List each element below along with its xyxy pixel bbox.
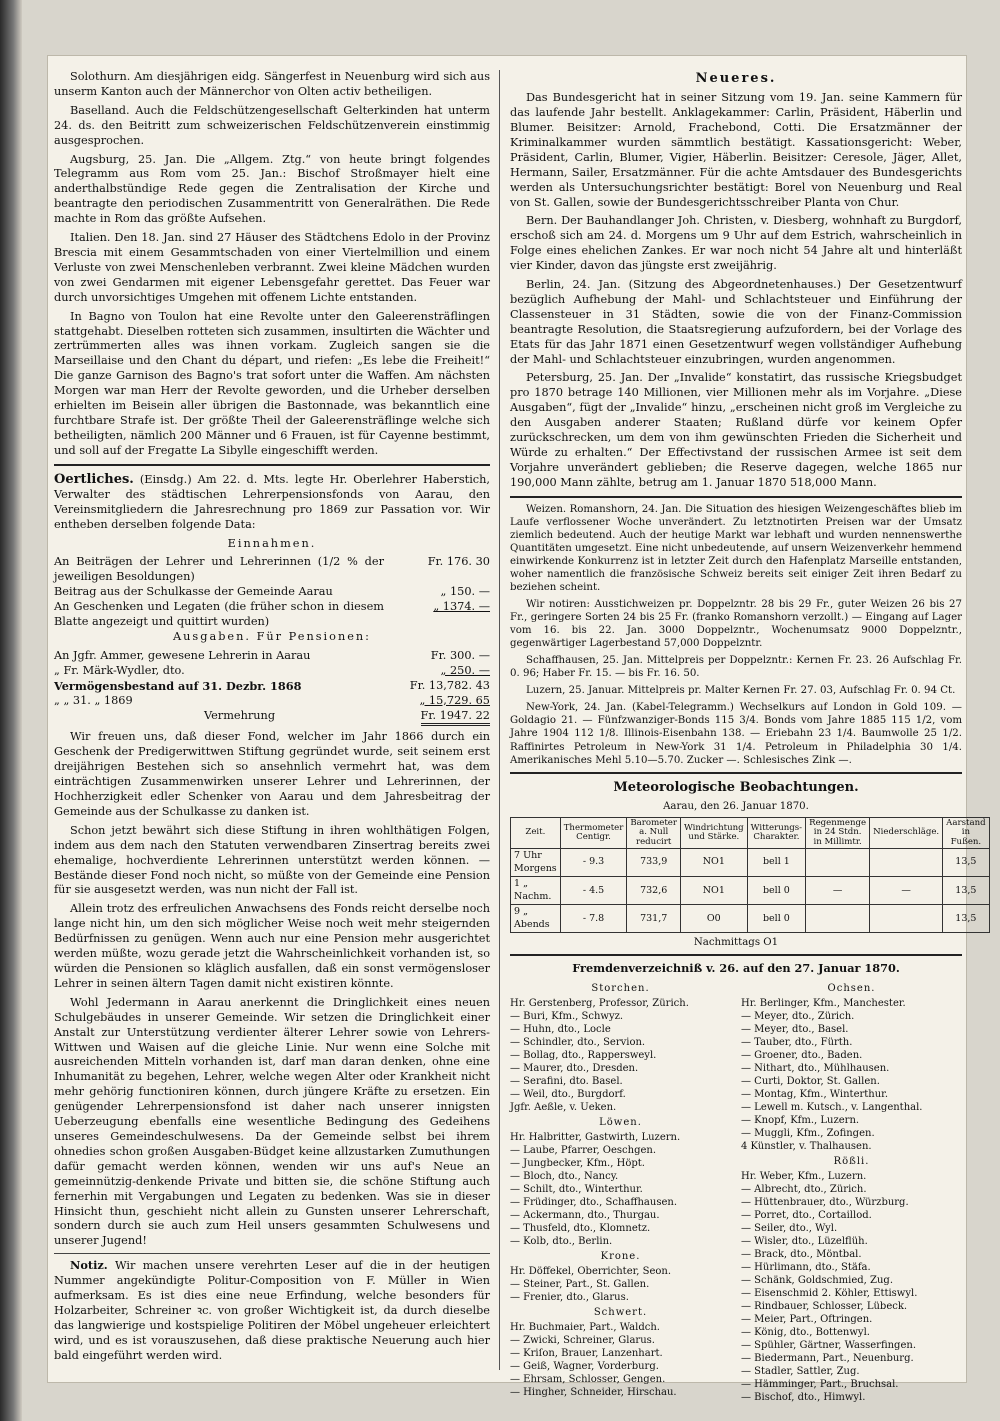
- guest-entry: — Ehrsam, Schlosser, Gengen.: [510, 1374, 666, 1386]
- meteo-subtitle: Aarau, den 26. Januar 1870.: [663, 800, 809, 812]
- section-divider: [510, 954, 962, 956]
- notiren-item: Wir notiren: Ausstichweizen pr. Doppelzntr. 28 bis 29 Fr., guter Weizen 26 bis 27 Fr., geringere Sorten 24 bis 25 Fr. (franko Romanshorn verzollt.) — Eingang auf Lager vom 16. bis 22. Jan. 3000 Doppelzntr., Wochenumsatz 9000 Doppelzntr., gegenwärtiger Lagerbestand 57,000 Doppelzntr.: [510, 599, 962, 650]
- guest-entry: — Weil, dto., Burgdorf.: [510, 1089, 626, 1101]
- guest-entry: — Hürlimann, dto., Stäfa.: [741, 1262, 871, 1274]
- schwert-list: [510, 1321, 731, 1399]
- guest-entry: — Hingher, Schneider, Hirschau.: [510, 1387, 677, 1399]
- guest-entry: — Spühler, Gärtner, Wasserfingen.: [741, 1340, 916, 1352]
- oertliches-heading: Oertliches.: [54, 471, 134, 487]
- guest-entry: — Kolb, dto., Berlin.: [510, 1236, 613, 1248]
- ledger-value: Fr. 176. 30: [427, 555, 490, 569]
- meteo-cell: NO1: [680, 849, 747, 877]
- storchen-list: [510, 997, 731, 1114]
- newspaper-page: [48, 56, 986, 1404]
- guest-entry: — Bollag, dto., Rappersweyl.: [510, 1050, 657, 1062]
- meteo-cell: 13,5: [943, 877, 989, 905]
- guest-entry: — Curti, Doktor, St. Gallen.: [741, 1076, 880, 1088]
- meteo-cell: bell 1: [747, 849, 805, 877]
- weizen-item: Weizen. Romanshorn, 24. Jan. Die Situation des hiesigen Weizengeschäftes blieb im Laufe verflossener Woche unverändert. Zu letztnotirten Preisen war der Umsatz ziemlich bedeutend. Auch der heutige Markt war lebhaft und wurden nennenswerthe Quantitäten umgesetzt. Eine nicht unbedeutende, auf unsern Weizenverkehr hemmend einwirkende Konkurrenz ist in letzter Zeit durch den Hafenplatz Marseille entstanden, woher namentlich die französische Schweiz bereits seit einiger Zeit ihren Bedarf zu beziehen scheint.: [510, 503, 962, 593]
- ledger-row: [54, 555, 490, 585]
- meteo-cell: 732,6: [627, 877, 681, 905]
- inn-heading: Löwen.: [599, 1117, 642, 1129]
- guest-entry: — Steiner, Part., St. Gallen.: [510, 1279, 650, 1291]
- section-divider: [510, 496, 962, 498]
- ochsen-list: [741, 997, 962, 1153]
- fond-paragraph: Schon jetzt bewährt sich diese Stiftung in ihren wohlthätigen Folgen, indem aus dem nach den Statuten verwendbaren Zinsertrag bereits zwei ehemalige, hochverdiente Lehrerinnen unterstützt werden können. — Bestände dieser Fond noch nicht, so müßte von der Gemeinde eine Pension für sie ausgesetzt werden, was nun nicht der Fall ist.: [54, 823, 490, 897]
- guest-entry: — Schindler, dto., Servion.: [510, 1037, 646, 1049]
- meteo-cell: —: [870, 877, 943, 905]
- ledger-value: „ 1374. —: [433, 600, 490, 614]
- guest-entry: — Meyer, dto., Basel.: [741, 1024, 849, 1036]
- oertliches-text: (Einsdg.) Am 22. d. Mts. legte Hr. Oberlehrer Haberstich, Verwalter des städtischen Lehrerpensionsfonds von Aarau, den Vereinsmitgliedern die Jahresrechnung pro 1869 zur Passation vor. Wir entheben derselben folgende Data:: [54, 472, 491, 531]
- notiz-heading: Notiz.: [70, 1258, 108, 1273]
- guest-entry: — Hüttenbrauer, dto., Würzburg.: [741, 1197, 909, 1209]
- ledger-label: Beitrag aus der Schulkasse der Gemeinde Aarau: [54, 585, 333, 599]
- meteo-row: [511, 877, 990, 905]
- guest-entry: — Knopf, Kfm., Luzern.: [741, 1115, 860, 1127]
- guest-entry: — Ackermann, dto., Thurgau.: [510, 1210, 660, 1222]
- guest-entry: — Bloch, dto., Nancy.: [510, 1171, 619, 1183]
- guest-entry: Hr. Buchmaier, Part., Waldch.: [510, 1322, 660, 1334]
- meteo-cell: 731,7: [627, 905, 681, 933]
- inn-heading: Rößli.: [833, 1156, 870, 1168]
- oertliches-item: [54, 471, 490, 533]
- guest-entry: — Früdinger, dto., Schaffhausen.: [510, 1197, 678, 1209]
- fremden-heading: Fremdenverzeichniß v. 26. auf den 27. Januar 1870.: [572, 961, 900, 976]
- guest-entry: — Jungbecker, Kfm., Höpt.: [510, 1158, 645, 1170]
- guest-entry: — Wisler, dto., Lüzelflüh.: [741, 1236, 868, 1248]
- guest-entry: — Biedermann, Part., Neuenburg.: [741, 1353, 914, 1365]
- meteo-cell: [870, 905, 943, 933]
- meteo-header-cell: Zeit.: [511, 817, 561, 848]
- meteo-cell: 13,5: [943, 905, 989, 933]
- guest-entry: — Lewell m. Kutsch., v. Langenthal.: [741, 1102, 923, 1114]
- guest-entry: — Zwicki, Schreiner, Glarus.: [510, 1335, 655, 1347]
- ledger-label: An Jgfr. Ammer, gewesene Lehrerin in Aarau: [54, 648, 311, 662]
- meteo-cell: [806, 905, 870, 933]
- guest-entry: — Maurer, dto., Dresden.: [510, 1063, 639, 1075]
- guest-entry: — Buri, Kfm., Schwyz.: [510, 1011, 624, 1023]
- book-gutter: [0, 0, 22, 1421]
- section-divider: [54, 464, 490, 466]
- meteo-cell: [870, 849, 943, 877]
- ledger-row: [54, 679, 490, 694]
- ledger-label: Vermögensbestand auf 31. Dezbr. 1868: [54, 678, 302, 693]
- guest-entry: — Bischof, dto., Himwyl.: [741, 1392, 866, 1404]
- meteo-cell: 13,5: [943, 849, 989, 877]
- guest-entry: — Stadler, Sattler, Zug.: [741, 1366, 860, 1378]
- guest-entry: 4 Künstler, v. Thalhausen.: [741, 1141, 872, 1153]
- meteo-header-cell: Barometer a. Null reducirt: [627, 817, 681, 848]
- neueres-heading: Neueres.: [695, 71, 777, 86]
- meteo-cell: NO1: [680, 877, 747, 905]
- italien-item: Italien. Den 18. Jan. sind 27 Häuser des Städtchens Edolo in der Provinz Brescia mit einem Gesammtschaden von einer Viertelmillion und einem Verluste von zwei Menschenleben verbrannt. Zwei kleine Mädchen wurden von zwei Gendarmen mit eigener Lebensgefahr gerettet. Das Feuer war durch unvorsichtiges Umgehen mit offenem Lichte entstanden.: [54, 231, 490, 304]
- ledger-value: Fr. 13,782. 43: [409, 678, 490, 692]
- meteo-table: [510, 817, 990, 934]
- ledger-label: Vermehrung: [204, 708, 276, 722]
- inn-heading: Storchen.: [591, 983, 650, 995]
- section-divider: [510, 772, 962, 774]
- meteo-cell: bell 0: [747, 905, 805, 933]
- meteo-cell: 733,9: [627, 849, 681, 877]
- inn-heading: Schwert.: [593, 1307, 648, 1319]
- guest-list-right: [741, 980, 962, 1404]
- guest-entry: — Serafini, dto. Basel.: [510, 1076, 623, 1088]
- guest-entry: — Schilt, dto., Winterthur.: [510, 1184, 643, 1196]
- ledger-row: [54, 585, 490, 600]
- guest-entry: — Thusfeld, dto., Klomnetz.: [510, 1223, 651, 1235]
- guest-entry: Jgfr. Aeßle, v. Ueken.: [510, 1102, 617, 1114]
- meteo-row: [511, 905, 990, 933]
- meteo-cell: - 7.8: [560, 905, 627, 933]
- berlin-item: Berlin, 24. Jan. (Sitzung des Abgeordnetenhauses.) Der Gesetzentwurf bezüglich Aufhebung der Mahl- und Schlachtsteuer und Einführung der Classensteuer in 31 Städten, sowie die von der Finanz-Commission beantragte Resolution, die Staatsregierung aufzufordern, bei der Vorlage des Etats für das Jahr 1871 einen Gesetzentwurf wegen vollständiger Aufhebung der Mahl- und Schlachtsteuer einzubringen, wurden angenommen.: [510, 278, 962, 366]
- meteo-header-cell: Witterungs-Charakter.: [747, 817, 805, 848]
- ledger-value: Fr. 300. —: [430, 648, 490, 662]
- guest-entry: — Eisenschmid 2. Köhler, Ettiswyl.: [741, 1288, 918, 1300]
- ledger-value: Fr. 1947. 22: [421, 709, 491, 727]
- meteo-header-cell: Niederschläge.: [870, 817, 943, 848]
- guest-entry: — Meyer, dto., Zürich.: [741, 1011, 855, 1023]
- ledger-value: „ 150. —: [440, 585, 490, 599]
- notiz-text: Wir machen unsere verehrten Leser auf die in der heutigen Nummer angekündigte Politur-Composition von F. Müller in Wien aufmerksam. Es ist dies eine neue Erfindung, welche besonders für Holzarbeiter, Schreiner ꝛc. von großer Wichtigkeit ist, da durch dieselbe das langwierige und kostspielige Politiren der Möbel ungeheuer erleichtert wird, und es ist vorauszusehen, daß diese praktische Neuerung auch hier bald eingeführt werden wird.: [54, 1259, 490, 1362]
- guest-entry: Hr. Halbritter, Gastwirth, Luzern.: [510, 1132, 681, 1144]
- toulon-item: In Bagno von Toulon hat eine Revolte unter den Galeerensträflingen stattgehabt. Dieselben rotteten sich zusammen, insultirten die Wächter und zertrümmerten alles was ihnen vorkam. Zugleich sangen sie die Marseillaise und den Chant du départ, und riefen: „Es lebe die Freiheit!“ Die ganze Garnison des Bagno's trat sofort unter die Waffen. Am nächsten Morgen war man Herr der Revolte geworden, und die Urheber derselben erhielten im Beisein aller übrigen die Bastonnade, was bekanntlich eine furchtbare Strafe ist. Der größte Theil der Galeerensträflinge welche sich betheiligten, nämlich 200 Männer und 6 Frauen, ist für Cayenne bestimmt, und soll auf der Fregatte La Sibylle eingeschifft werden.: [54, 309, 490, 457]
- meteo-header-cell: Regenmenge in 24 Stdn. in Millimtr.: [806, 817, 870, 848]
- meteo-cell: 7 Uhr Morgens: [511, 849, 561, 877]
- meteo-heading: Meteorologische Beobachtungen.: [613, 779, 859, 795]
- guest-entry: — Geiß, Wagner, Vorderburg.: [510, 1361, 659, 1373]
- meteo-row: [511, 849, 990, 877]
- guest-entry: — Laube, Pfarrer, Oeschgen.: [510, 1145, 657, 1157]
- ausgaben-heading: Ausgaben. Für Pensionen:: [173, 629, 371, 643]
- guest-list-left: [510, 980, 731, 1404]
- guest-entry: — Seiler, dto., Wyl.: [741, 1223, 838, 1235]
- meteo-cell: [806, 849, 870, 877]
- guest-entry: Hr. Gerstenberg, Professor, Zürich.: [510, 998, 689, 1010]
- guest-lists: [510, 980, 962, 1404]
- section-divider: [54, 1253, 490, 1254]
- guest-entry: — Tauber, dto., Fürth.: [741, 1037, 853, 1049]
- guest-entry: — Meier, Part., Oftringen.: [741, 1314, 873, 1326]
- ledger-row: [54, 649, 490, 664]
- meteo-cell: - 9.3: [560, 849, 627, 877]
- ledger-row: [54, 664, 490, 679]
- solothurn-item: Solothurn. Am diesjährigen eidg. Sängerfest in Neuenburg wird sich aus unserm Kanton auch der Männerchor von Olten activ betheiligen.: [54, 70, 490, 98]
- right-column: [510, 70, 986, 1404]
- baselland-item: Baselland. Auch die Feldschützengesellschaft Gelterkinden hat unterm 24. ds. den Beitritt zum schweizerischen Feldschützenverein einstimmig ausgesprochen.: [54, 103, 490, 147]
- ledger-label: An Beiträgen der Lehrer und Lehrerinnen (1/2 % der jeweiligen Besoldungen): [54, 555, 384, 584]
- inn-heading: Ochsen.: [827, 983, 876, 995]
- bundesgericht-item: Das Bundesgericht hat in seiner Sitzung vom 19. Jan. seine Kammern für das laufende Jahr bestellt. Anklagekammer: Carlin, Präsident, Häberlin und Blumer. Beisitzer: Arnold, Frachebond, Cotti. Die Ersatzmänner der Kriminalkammer wurden sämmtlich bestätigt. Kassationsgericht: Weber, Präsident, Carlin, Blumer, Vigier, Häberlin. Beisitzer: Ceresole, Jäger, Allet, Hermann, Sailer, Ersatzmänner. Für die achte Amtsdauer des Bundesgerichts werden als Untersuchungsrichter bestätigt: Borel von Neuenburg und Real von St. Gallen, sowie der Bundesgerichtsschreiber Planta von Chur.: [510, 91, 962, 209]
- ledger-value: „ 15,729. 65: [419, 693, 490, 707]
- guest-entry: — Muggli, Kfm., Zofingen.: [741, 1128, 875, 1140]
- market-section: [510, 503, 962, 767]
- guest-entry: Hr. Döffekel, Oberrichter, Seon.: [510, 1266, 672, 1278]
- meteo-cell: 9 „ Abends: [511, 905, 561, 933]
- luzern-item: Luzern, 25. Januar. Mittelpreis pr. Malter Kernen Fr. 27. 03, Aufschlag Fr. 0. 94 Ct.: [526, 685, 956, 697]
- meteo-header-cell: Windrichtung und Stärke.: [680, 817, 747, 848]
- guest-entry: — Brack, dto., Möntbal.: [741, 1249, 862, 1261]
- guest-entry: — Porret, dto., Cortaillod.: [741, 1210, 872, 1222]
- bern-item: Bern. Der Bauhandlanger Joh. Christen, v. Diesberg, wohnhaft zu Burgdorf, erschoß sich am 24. d. Morgens um 9 Uhr auf dem Estrich, wahrscheinlich in Folge eines ehelichen Zankes. Er war noch nicht 54 Jahre alt und hinterläßt vier Kinder, davon das jüngste erst zweijährig.: [510, 214, 962, 273]
- column-rule: [499, 70, 500, 1370]
- loewen-list: [510, 1131, 731, 1248]
- guest-entry: — Montag, Kfm., Winterthur.: [741, 1089, 889, 1101]
- guest-entry: — Kriſon, Brauer, Lanzenhart.: [510, 1348, 663, 1360]
- guest-entry: — Schänk, Goldschmied, Zug.: [741, 1275, 893, 1287]
- meteo-note: Nachmittags O1: [693, 937, 779, 949]
- meteo-header-cell: Aarstand in Fußen.: [943, 817, 989, 848]
- left-column: [54, 70, 490, 1370]
- fond-paragraph: Wohl Jedermann in Aarau anerkennt die Dringlichkeit eines neuen Schulgebäudes in unserer Gemeinde. Wir setzen die Dringlichkeit einer Anstalt zur Unterstützung verdienter älterer Lehrer sowie von Lehrers-Wittwen und Waisen auf die gleiche Linie. Nur wenn eine Solche mit ausreichenden Mitteln vorhanden ist, darf man daran denken, ohne eine Inhumanität zu begehen, Lehrer, welche wegen Alter oder Krankheit nicht mehr gehörig functioniren können, durch jüngere Kräfte zu ersetzen. Ein genügender Lehrerpensionsfond ist daher nach unserer innigsten Ueberzeugung ebenfalls eine wesentliche Bedingung des Gedeihens unseres Gemeindeschulwesens. Da der Gemeinde selbst bei ihrem ohnedies schon großen Ausgaben-Büdget keine allzustarken Zumuthungen dafür gemacht werden können, wenden wir uns auf's Neue an gemeinnützig-denkende Private und bitten sie, die schöne Stiftung auch fernerhin mit Vergabungen und Legaten zu bedenken. Was sie in dieser Hinsicht thun, geschieht nicht allein zu Gunsten unserer Lehrerschaft, sondern durch sie auch zum Heil unsers gesammten Schulwesens und unserer Jugend!: [54, 995, 490, 1248]
- meteo-cell: bell 0: [747, 877, 805, 905]
- meteo-cell: —: [806, 877, 870, 905]
- fond-paragraph: Allein trotz des erfreulichen Anwachsens des Fonds reicht derselbe noch lange nicht hin, um den sich möglicher Weise noch weit mehr steigernden Bedürfnissen zu genügen. Wenn auch nur eine Pension mehr ausgerichtet werden müßte, wozu gerade jetzt die Wahrscheinlichkeit vorhanden ist, so würden die Pensionen so kläglich ausfallen, daß ein sonst vermögensloser Lehrer in seinen ältern Tagen damit nicht existiren könnte.: [54, 902, 490, 990]
- meteo-cell: O0: [680, 905, 747, 933]
- ledger-value: „ 250. —: [440, 663, 490, 677]
- guest-entry: — Huhn, dto., Locle: [510, 1024, 611, 1036]
- guest-entry: — König, dto., Bottenwyl.: [741, 1327, 870, 1339]
- einnahmen-heading: Einnahmen.: [227, 536, 317, 550]
- notiz-item: [54, 1258, 490, 1363]
- petersburg-item: Petersburg, 25. Jan. Der „Invalide“ konstatirt, das russische Kriegsbudget pro 1870 betrage 140 Millionen, vier Millionen mehr als im Vorjahre. „Diese Ausgaben“, fügt der „Invalide“ hinzu, „erscheinen nicht groß im Vergleiche zu den Ausgaben anderer Staaten; Rußland dürfe vor keinem Opfer zurückschrecken, um dem von ihm gewünschten Frieden die Sicherheit und Würde zu erhalten.“ Der Effectivstand der russischen Armee ist seit dem Vorjahre unverändert geblieben; die Reserve dagegen, welche 1865 nur 190,000 Mann zählte, betrug am 1. Januar 1870 518,000 Mann.: [510, 371, 962, 489]
- ledger-label: An Geschenken und Legaten (die früher schon in diesem Blatte angezeigt und quittirt wurden): [54, 600, 384, 629]
- fond-paragraph: Wir freuen uns, daß dieser Fond, welcher im Jahr 1866 durch ein Geschenk der Predigerwittwen Stiftung gegründet wurde, seit seinem erst dreijährigen Bestehen sich so ansehnlich vermehrt hat, was dem einträchtigen Zusammenwirken unserer Lehrer und Lehrerinnen, der Hochherzigkeit edler Schenker von Aarau und dem Jahresbeitrag der Gemeinde aus der Schulkasse zu danken ist.: [54, 730, 490, 818]
- guest-entry: Hr. Weber, Kfm., Luzern.: [741, 1171, 867, 1183]
- newyork-item: New-York, 24. Jan. (Kabel-Telegramm.) Wechselkurs auf London in Gold 109. — Goldagio 21. — Fünfzwanziger-Bonds 115 3/4. Bonds vom Jahre 1885 115 1/2, vom Jahre 1904 112 1/8. Illinois-Eisenbahn 138. — Eriebahn 23 1/4. Baumwolle 25 1/2. Raffinirtes Petroleum in New-York 31 1/4. Petroleum in Philadelphia 30 1/4. Amerikanisches Mehl 5.10—5.70. Zucker —. Schlesisches Zink —.: [510, 702, 962, 766]
- ledger-row: [54, 694, 490, 709]
- guest-entry: — Albrecht, dto., Zürich.: [741, 1184, 867, 1196]
- ledger-row: [54, 709, 490, 727]
- schaffhausen-item: Schaffhausen, 25. Jan. Mittelpreis per Doppelzntr.: Kernen Fr. 23. 26 Aufschlag Fr. 0. 96; Haber Fr. 15. — bis Fr. 16. 50.: [510, 655, 962, 680]
- ledger-label: „ Fr. Märk-Wydler, dto.: [54, 663, 185, 677]
- meteo-header-cell: Thermometer Centigr.: [560, 817, 627, 848]
- guest-entry: Hr. Berlinger, Kfm., Manchester.: [741, 998, 906, 1010]
- guest-entry: — Hämminger, Part., Bruchsal.: [741, 1379, 899, 1391]
- guest-entry: — Groener, dto., Baden.: [741, 1050, 863, 1062]
- augsburg-item: Augsburg, 25. Jan. Die „Allgem. Ztg.“ von heute bringt folgendes Telegramm aus Rom vom 25. Jan.: Bischof Stroßmayer hielt eine anderthalbstündige Rede gegen die Zentralisation der Kirche und beantragte den periodischen Zusammentritt von Generalräthen. Die Rede machte in Rom das größte Aufsehen.: [54, 152, 490, 226]
- ledger-label: „ „ 31. „ 1869: [54, 693, 133, 707]
- guest-entry: — Rindbauer, Schlosser, Lübeck.: [741, 1301, 908, 1313]
- inn-heading: Krone.: [600, 1251, 641, 1263]
- guest-entry: — Frenier, dto., Glarus.: [510, 1292, 629, 1304]
- meteo-cell: 1 „ Nachm.: [511, 877, 561, 905]
- meteo-cell: - 4.5: [560, 877, 627, 905]
- roessli-list: [741, 1170, 962, 1404]
- ledger-row: [54, 600, 490, 630]
- guest-entry: — Nithart, dto., Mühlhausen.: [741, 1063, 890, 1075]
- meteo-header-row: [511, 817, 990, 848]
- krone-list: [510, 1265, 731, 1304]
- meteo-body: [511, 849, 990, 933]
